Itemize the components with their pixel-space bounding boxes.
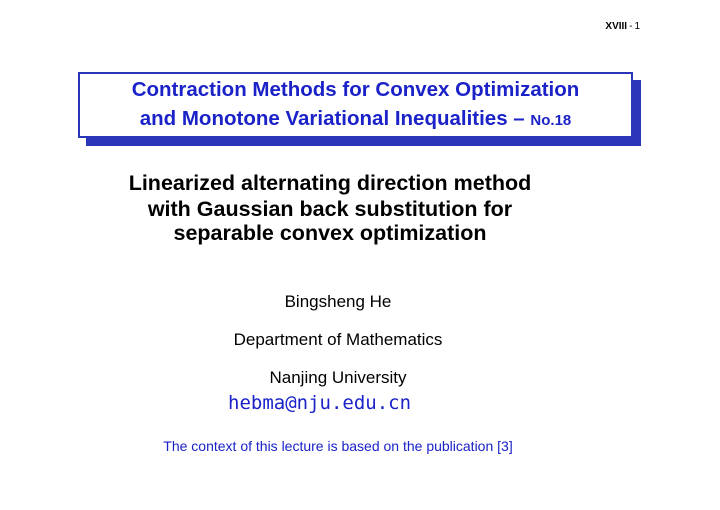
author-department: Department of Mathematics	[233, 330, 443, 349]
title-line-2	[80, 107, 631, 133]
title-box	[78, 72, 633, 138]
author-email-link[interactable]: hebma@nju.edu.cn	[228, 392, 412, 414]
subtitle-line-1: Linearized alternating direction method	[128, 171, 532, 195]
title-line-1: Contraction Methods for Convex Optimization	[131, 78, 580, 101]
page-number-separator: -	[629, 21, 633, 32]
title-line-2-text: and Monotone Variational Inequalities –	[139, 107, 525, 130]
author-name: Bingsheng He	[284, 292, 392, 311]
lecture-number: No.18	[530, 112, 572, 129]
subtitle-line-2: with Gaussian back substitution for	[147, 197, 513, 221]
subtitle-line-3: separable convex optimization	[173, 221, 487, 245]
author-university: Nanjing University	[269, 368, 407, 387]
lecture-roman-number: XVIII	[605, 21, 628, 32]
publication-note: The context of this lecture is based on the publication [3]	[163, 438, 513, 454]
page-index: 1	[634, 21, 640, 32]
page-number	[605, 21, 640, 32]
